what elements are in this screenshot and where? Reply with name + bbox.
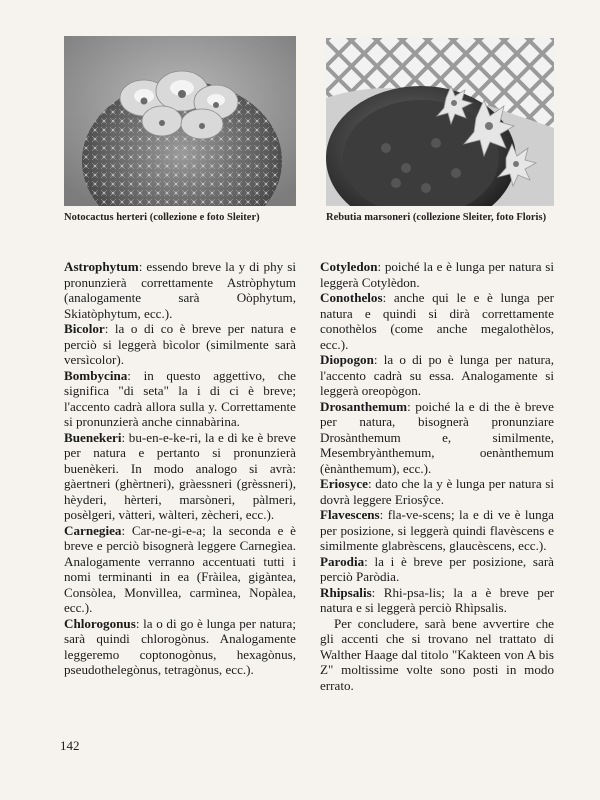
entry-term: Rhipsalis [320, 584, 372, 600]
right-column [320, 259, 554, 693]
entry-parodia [320, 554, 554, 585]
entry-flavescens [320, 507, 554, 554]
entry-carnegiea [64, 523, 296, 616]
entry-chlorogonus [64, 616, 296, 678]
entry-conothelos [320, 290, 554, 352]
entry-text: : essendo breve la y di phy si pronunzierà correttamente Astròphytum (analogamente sarà Oòphytum, Skiatòphytum, ecc.). [64, 259, 296, 321]
entry-rhipsalis [320, 585, 554, 616]
entry-text: : poiché la e è lunga per natura si leggerà Cotylèdon. [320, 259, 554, 290]
caption-notocactus: Notocactus herteri (collezione e foto Sleiter) [64, 212, 260, 223]
entry-bicolor [64, 321, 296, 368]
entry-text: : Rhi-psa-lis; la a è breve per natura e si leggerà perciò Rhìpsalis. [320, 584, 554, 615]
page-number: 142 [60, 738, 80, 753]
entry-bombycina [64, 368, 296, 430]
entry-term: Drosanthemum [320, 398, 408, 414]
photo-notocactus-herteri [64, 36, 296, 206]
entry-cotyledon [320, 259, 554, 290]
entry-term: Astrophytum [64, 259, 139, 274]
entry-text: : la i è breve per posizione, sarà perciò Paròdia. [320, 553, 554, 584]
entry-text: : la o di po è lunga per natura, l'accento cadrà su essa. Analogamente si leggerà oreopògon. [320, 352, 554, 398]
left-column [64, 259, 296, 678]
entry-astrophytum [64, 259, 296, 321]
entry-text: : Car-ne-gi-e-a; la seconda e è breve e perciò bisognerà leggere Carnegìea. Analogamente verranno accentuati tutti i nomi terminanti in ea (Fràilea, gigàntea, Consòlea, Monvìllea, carmìnea, Nopàlea, ecc.). [64, 522, 296, 615]
entry-term: Flavescens [320, 507, 380, 522]
entry-text: : poiché la e di the è breve per natura, bisognerà pronunziare Drosànthemum e, similmente, Mesembryànthemum, oenànthemum (ènànthemum), ecc.). [320, 398, 554, 476]
entry-term: Diopogon [320, 352, 374, 367]
entry-diopogon [320, 352, 554, 399]
entry-term: Eriosyce [320, 476, 368, 491]
entry-term: Parodia [320, 553, 365, 569]
entry-text: : la o di co è breve per natura e perciò si leggerà bìcolor (similmente sarà versìcolor). [64, 321, 296, 367]
entry-text: : la o di go è lunga per natura; sarà quindi chlorogònus. Analogamente leggeremo coptonogònus, hexagònus, pseudothelegònus, tetragònus, ecc.). [64, 615, 296, 677]
entry-buenekeri [64, 430, 296, 523]
entry-eriosyce [320, 476, 554, 507]
entry-text: : dato che la y è lunga per natura si dovrà leggere Eriosŷce. [320, 476, 554, 507]
entry-term: Cotyledon [320, 259, 378, 274]
entry-text: : fla-ve-scens; la e di ve è lunga per posizione, si leggerà quindi flavèscens e similmente glabrèscens, glaucèscens, ecc.). [320, 507, 554, 553]
entry-term: Bombycina [64, 367, 128, 383]
conclusion-paragraph: Per concludere, sarà bene avvertire che gli accenti che si trovano nel trattato di Walther Haage dal titolo "Kakteen von A bis Z" moltissime volte sono posti in modo errato. [320, 615, 554, 693]
entry-text: : in questo aggettivo, che significa "di seta" la i di ci è breve; l'accento cadrà allora sulla y. Correttamente si pronunzierà anche cinnabàrina. [64, 367, 296, 429]
entry-term: Bicolor [64, 321, 105, 336]
caption-rebutia: Rebutia marsoneri (collezione Sleiter, foto Floris) [326, 212, 547, 223]
entry-term: Conothelos [320, 290, 383, 305]
photo-rebutia-marsoneri [326, 38, 554, 206]
entry-term: Chlorogonus [64, 615, 136, 631]
entry-term: Carnegiea [64, 522, 122, 538]
entry-drosanthemum [320, 399, 554, 477]
entry-text: : anche qui le e è lunga per natura e quindi si dirà correttamente conothèlos (come anche megalothèlos, ecc.). [320, 290, 554, 352]
entry-text: : bu-en-e-ke-ri, la e di ke è breve per natura e pertanto si pronunzierà buenèkeri. In modo analogo si avrà: gàertneri (ghèrtneri), gràessneri (grèssneri), hèyderi, hèrteri, marsòneri, pàlmeri, posèlgeri, vàtteri, wàlteri, zècheri, ecc.). [64, 429, 296, 522]
entry-term: Buenekeri [64, 429, 122, 445]
